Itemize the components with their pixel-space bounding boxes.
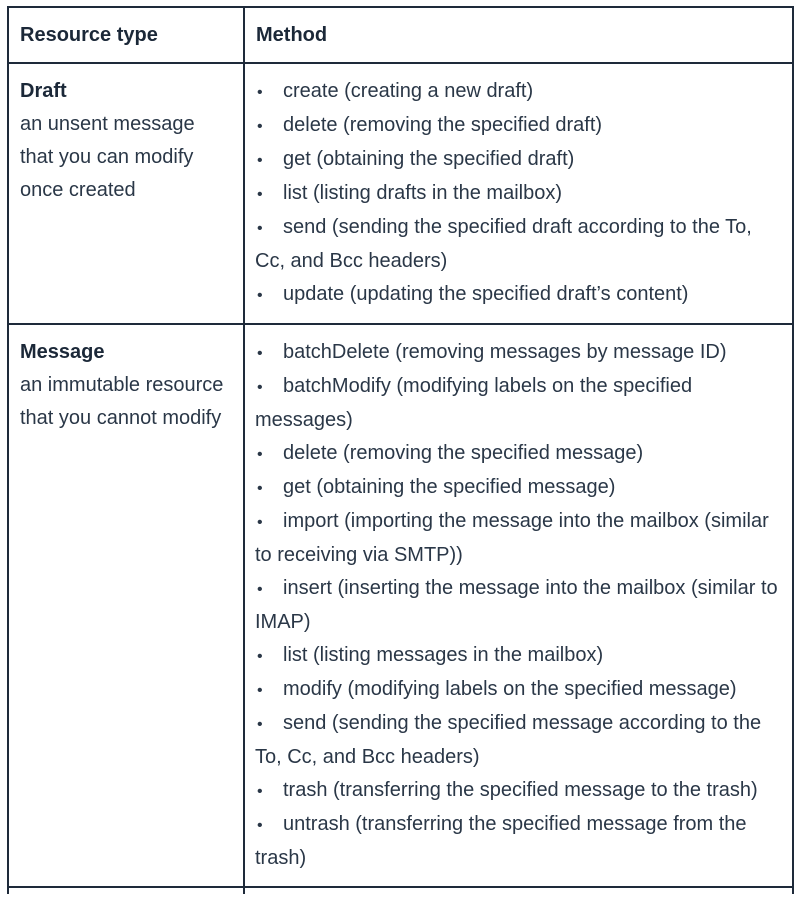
header-resource-type: Resource type <box>8 7 244 63</box>
bullet-icon: • <box>257 783 263 800</box>
method-text: untrash (transferring the specified message from the trash) <box>255 813 747 869</box>
method-text: get (obtaining the specified message) <box>283 476 616 498</box>
method-item <box>255 808 782 875</box>
method-item <box>255 109 782 143</box>
header-method: Method <box>244 7 793 63</box>
method-item <box>255 673 782 707</box>
method-text: update (updating the specified draft’s content) <box>283 283 689 305</box>
resource-description: an immutable resource that you cannot modify <box>20 374 224 429</box>
bullet-icon: • <box>257 817 263 834</box>
method-text: list (listing drafts in the mailbox) <box>283 182 562 204</box>
method-item <box>255 278 782 312</box>
method-text: create (creating a new draft) <box>283 80 534 102</box>
method-item <box>255 211 782 278</box>
method-text: batchModify (modifying labels on the specified messages) <box>255 375 693 431</box>
method-item <box>255 143 782 177</box>
bullet-icon: • <box>257 480 263 497</box>
method-cell <box>244 324 793 887</box>
method-list <box>255 336 782 875</box>
method-text: insert (inserting the message into the mailbox (similar to IMAP) <box>255 577 778 633</box>
bullet-icon: • <box>257 581 263 598</box>
bullet-icon: • <box>257 446 263 463</box>
bullet-icon: • <box>257 84 263 101</box>
bullet-icon: • <box>257 152 263 169</box>
bullet-icon: • <box>257 220 263 237</box>
resource-name: Draft <box>20 80 67 102</box>
bullet-icon: • <box>257 379 263 396</box>
bullet-icon: • <box>257 716 263 733</box>
method-item <box>255 572 782 639</box>
method-item <box>255 707 782 774</box>
bullet-icon: • <box>257 118 263 135</box>
method-item <box>255 336 782 370</box>
method-item <box>255 639 782 673</box>
bullet-icon: • <box>257 682 263 699</box>
method-text: send (sending the specified message according to the To, Cc, and Bcc headers) <box>255 712 762 768</box>
table-row-message <box>8 324 793 887</box>
method-item <box>255 437 782 471</box>
method-text: delete (removing the specified draft) <box>283 114 603 136</box>
bullet-icon: • <box>257 287 263 304</box>
bullet-icon: • <box>257 514 263 531</box>
method-item <box>255 177 782 211</box>
method-cell <box>244 63 793 324</box>
resource-type-cell <box>8 324 244 887</box>
bullet-icon: • <box>257 186 263 203</box>
method-text: send (sending the specified draft according to the To, Cc, and Bcc headers) <box>255 216 752 272</box>
table-row-draft <box>8 63 793 324</box>
method-item <box>255 75 782 109</box>
resource-name: Message <box>20 341 105 363</box>
method-text: modify (modifying labels on the specified message) <box>283 678 737 700</box>
method-cell <box>244 887 793 894</box>
method-item <box>255 471 782 505</box>
method-text: list (listing messages in the mailbox) <box>283 644 604 666</box>
method-item <box>255 774 782 808</box>
resource-type-cell <box>8 63 244 324</box>
bullet-icon: • <box>257 648 263 665</box>
method-text: get (obtaining the specified draft) <box>283 148 575 170</box>
resource-type-cell <box>8 887 244 894</box>
method-text: import (importing the message into the mailbox (similar to receiving via SMTP)) <box>255 510 769 566</box>
resource-methods-table <box>7 6 794 894</box>
table-row-partial <box>8 887 793 894</box>
method-text: batchDelete (removing messages by message ID) <box>283 341 727 363</box>
method-list <box>255 75 782 312</box>
table-header-row <box>8 7 793 63</box>
method-item <box>255 505 782 572</box>
resource-description: an unsent message that you can modify once created <box>20 113 195 201</box>
method-item <box>255 370 782 437</box>
bullet-icon: • <box>257 345 263 362</box>
method-text: delete (removing the specified message) <box>283 442 644 464</box>
method-text: trash (transferring the specified message to the trash) <box>283 779 758 801</box>
